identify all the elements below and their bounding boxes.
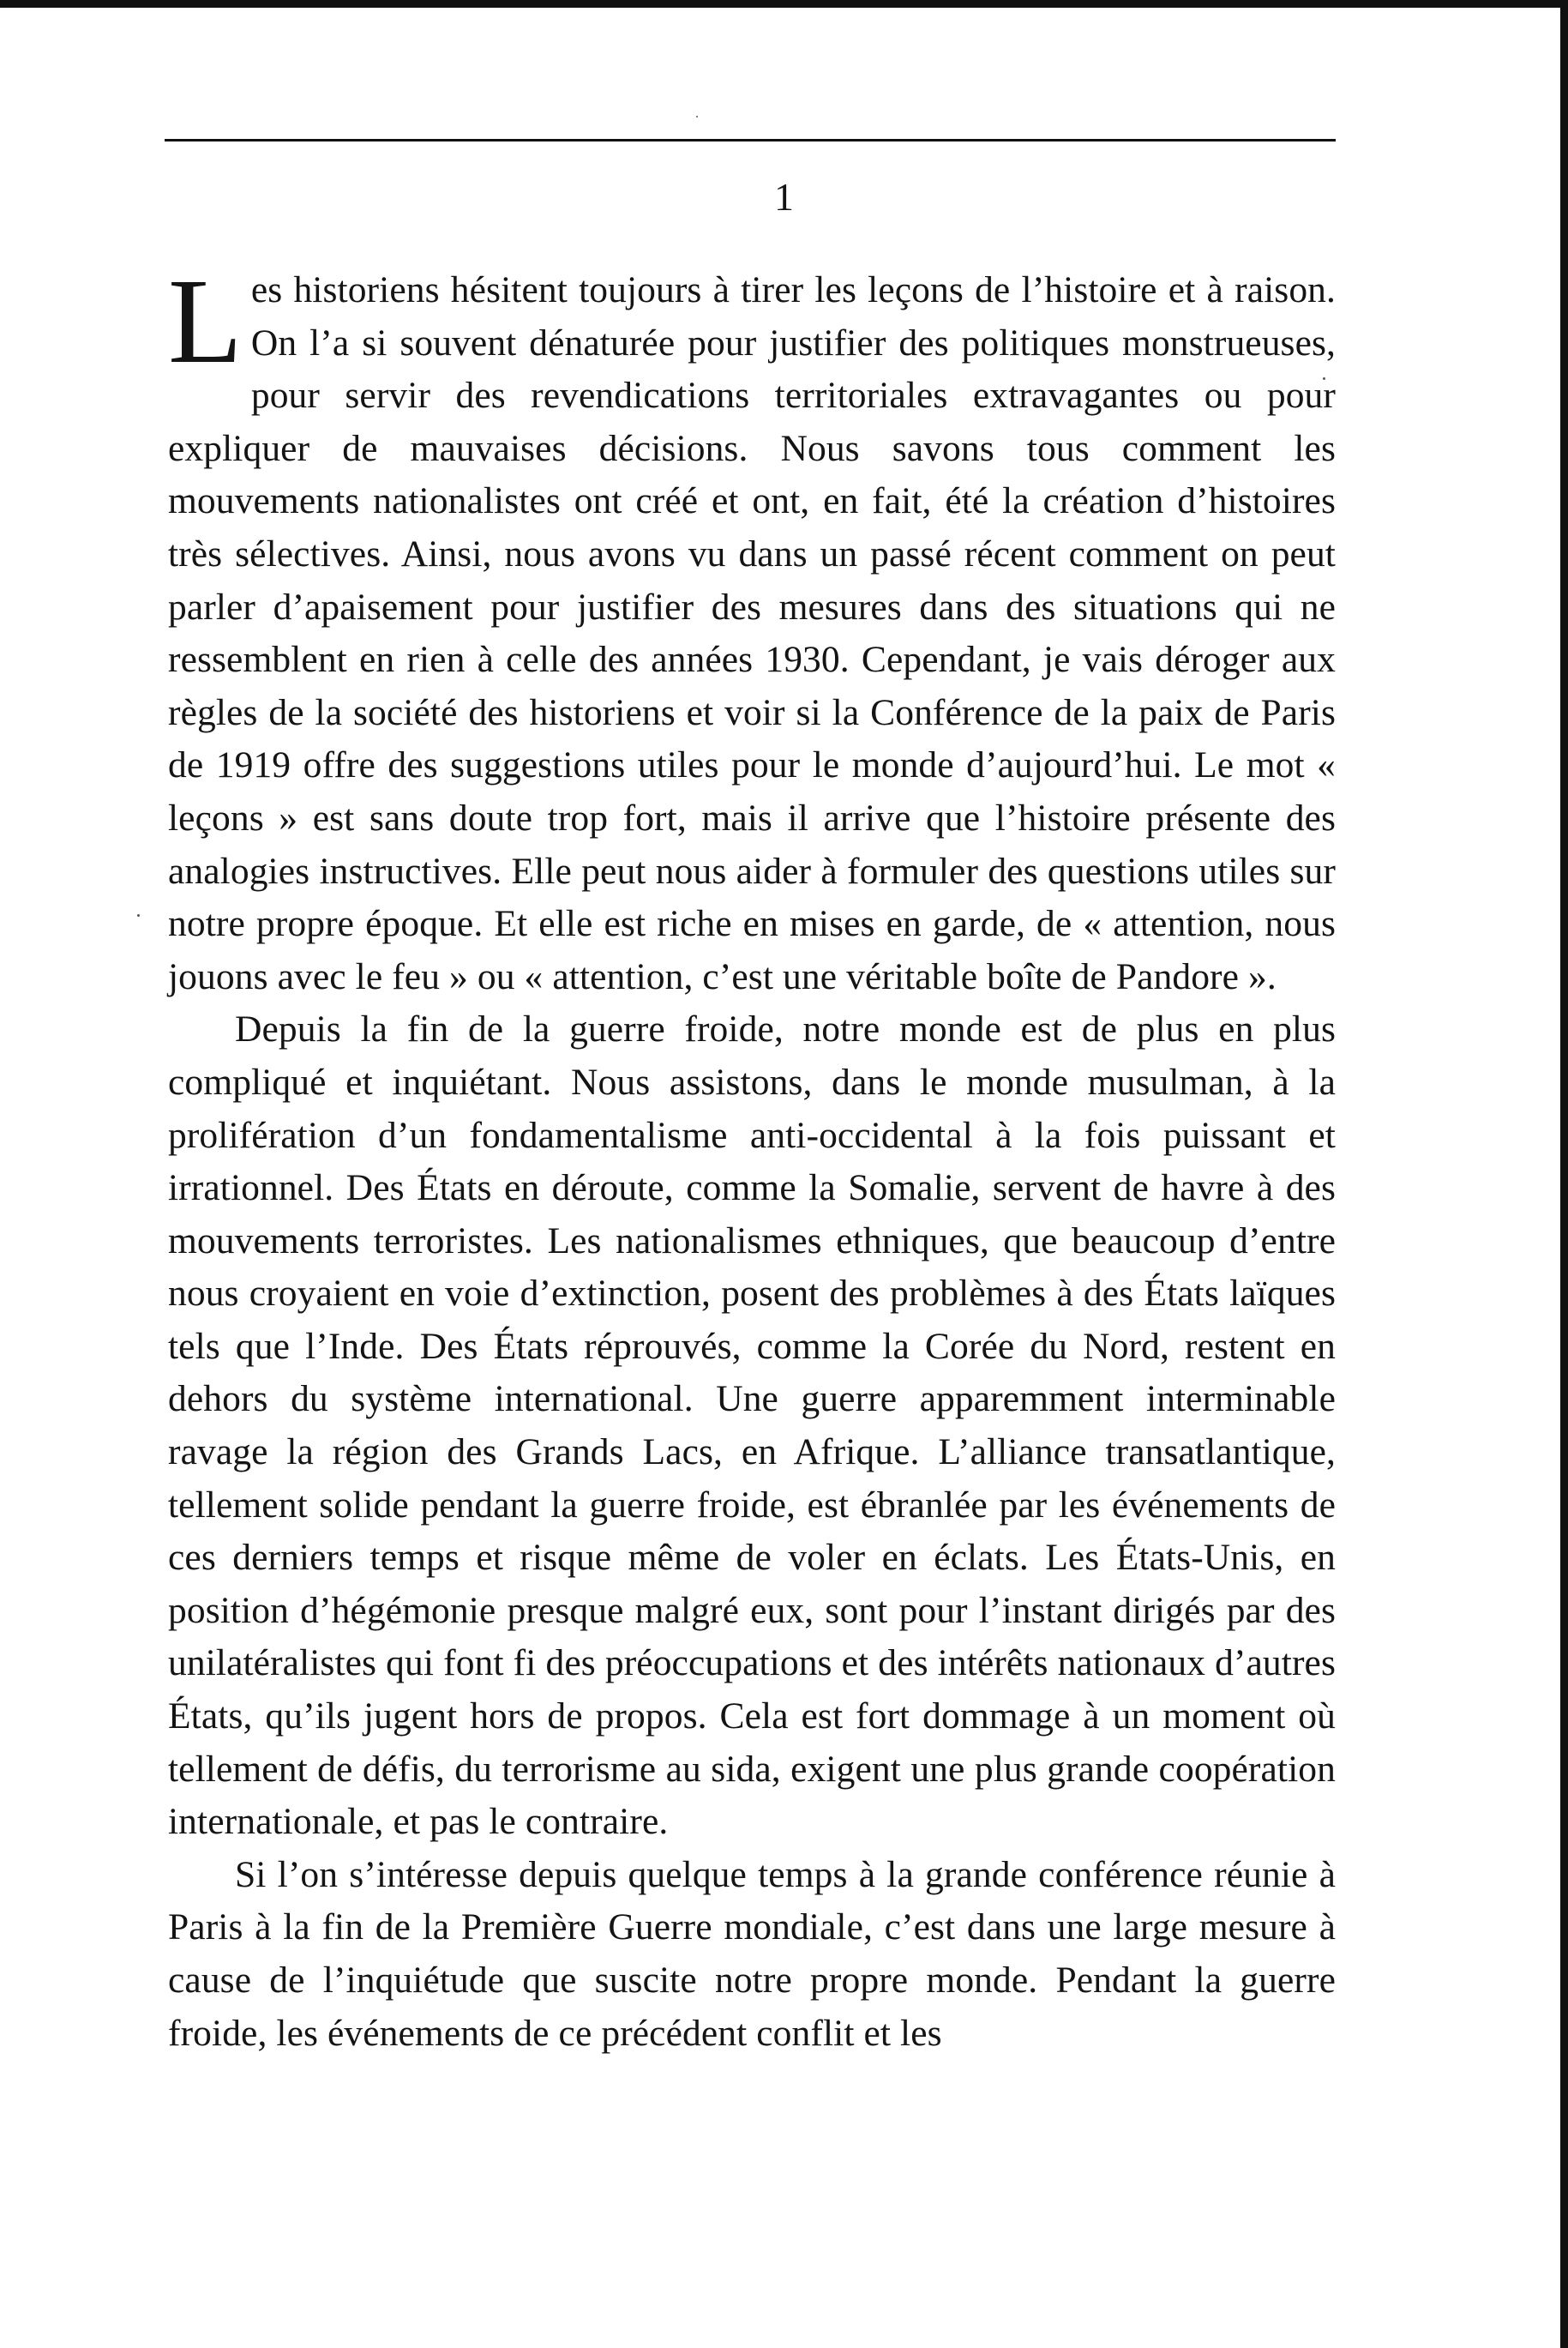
- paragraph-3: Si l’on s’intéresse depuis quelque temps à la grande conférence réunie à Paris à la fin de la Première Guerre mondiale, c’est dans une large mesure à cause de l’inquiétude que suscite notre propre monde. Pendant la guerre froide, les événements de ce précédent conflit et les: [168, 1853, 1336, 2054]
- scan-border-right: [1560, 0, 1568, 2348]
- scan-speck: [696, 116, 698, 117]
- scan-speck: [137, 914, 140, 917]
- chapter-number: 1: [774, 175, 794, 219]
- chapter-top-rule: [165, 139, 1336, 141]
- paragraph-2: Depuis la fin de la guerre froide, notre monde est de plus en plus compliqué et inquiétant. Nous assistons, dans le monde musulman, à la prolifération d’un fondamentalisme anti-occidental à la fois puissant et irrationnel. Des États en déroute, comme la Somalie, servent de havre à des mouvements terroristes. Les nationalismes ethniques, que beaucoup d’entre nous croyaient en voie d’extinction, posent des problèmes à des États laïques tels que l’Inde. Des États réprouvés, comme la Corée du Nord, restent en dehors du système international. Une guerre apparemment interminable ravage la région des Grands Lacs, en Afrique. L’alliance transatlantique, tellement solide pendant la guerre froide, est ébranlée par les événements de ces derniers temps et risque même de voler en éclats. Les États-Unis, en position d’hégémonie presque malgré eux, sont pour l’instant dirigés par des unilatéralistes qui font fi des préoccupations et des intérêts nationaux d’autres États, qu’ils jugent hors de propos. Cela est fort dommage à un moment où tellement de défis, du terrorisme au sida, exigent une plus grande coopération internationale, et pas le contraire.: [168, 1008, 1336, 1843]
- paragraph-1: [168, 253, 1336, 1003]
- paragraph-1-text: es historiens hésitent toujours à tirer les leçons de l’histoire et à raison. On l’a si souvent dénaturée pour justifier des politiques monstrueuses, pour servir des revendications territoriales extravagantes ou pour expliquer de mauvaises décisions. Nous savons tous comment les mouvements nationalistes ont créé et ont, en fait, été la création d’histoires très sélectives. Ainsi, nous avons vu dans un passé récent comment on peut parler d’apaisement pour justifier des mesures dans des situations qui ne ressemblent en rien à celle des années 1930. Cependant, je vais déroger aux règles de la société des historiens et voir si la Conférence de la paix de Paris de 1919 offre des suggestions utiles pour le monde d’aujourd’hui. Le mot « leçons » est sans doute trop fort, mais il arrive que l’histoire présente des analogies instructives. Elle peut nous aider à formuler des questions utiles sur notre propre époque. Et elle est riche en mises en garde, de « attention, nous jouons avec le feu » ou « attention, c’est une véritable boîte de Pandore ».: [168, 269, 1336, 997]
- body-text: [168, 253, 1336, 2060]
- scan-border-top: [0, 0, 1568, 8]
- drop-cap: L: [168, 253, 243, 388]
